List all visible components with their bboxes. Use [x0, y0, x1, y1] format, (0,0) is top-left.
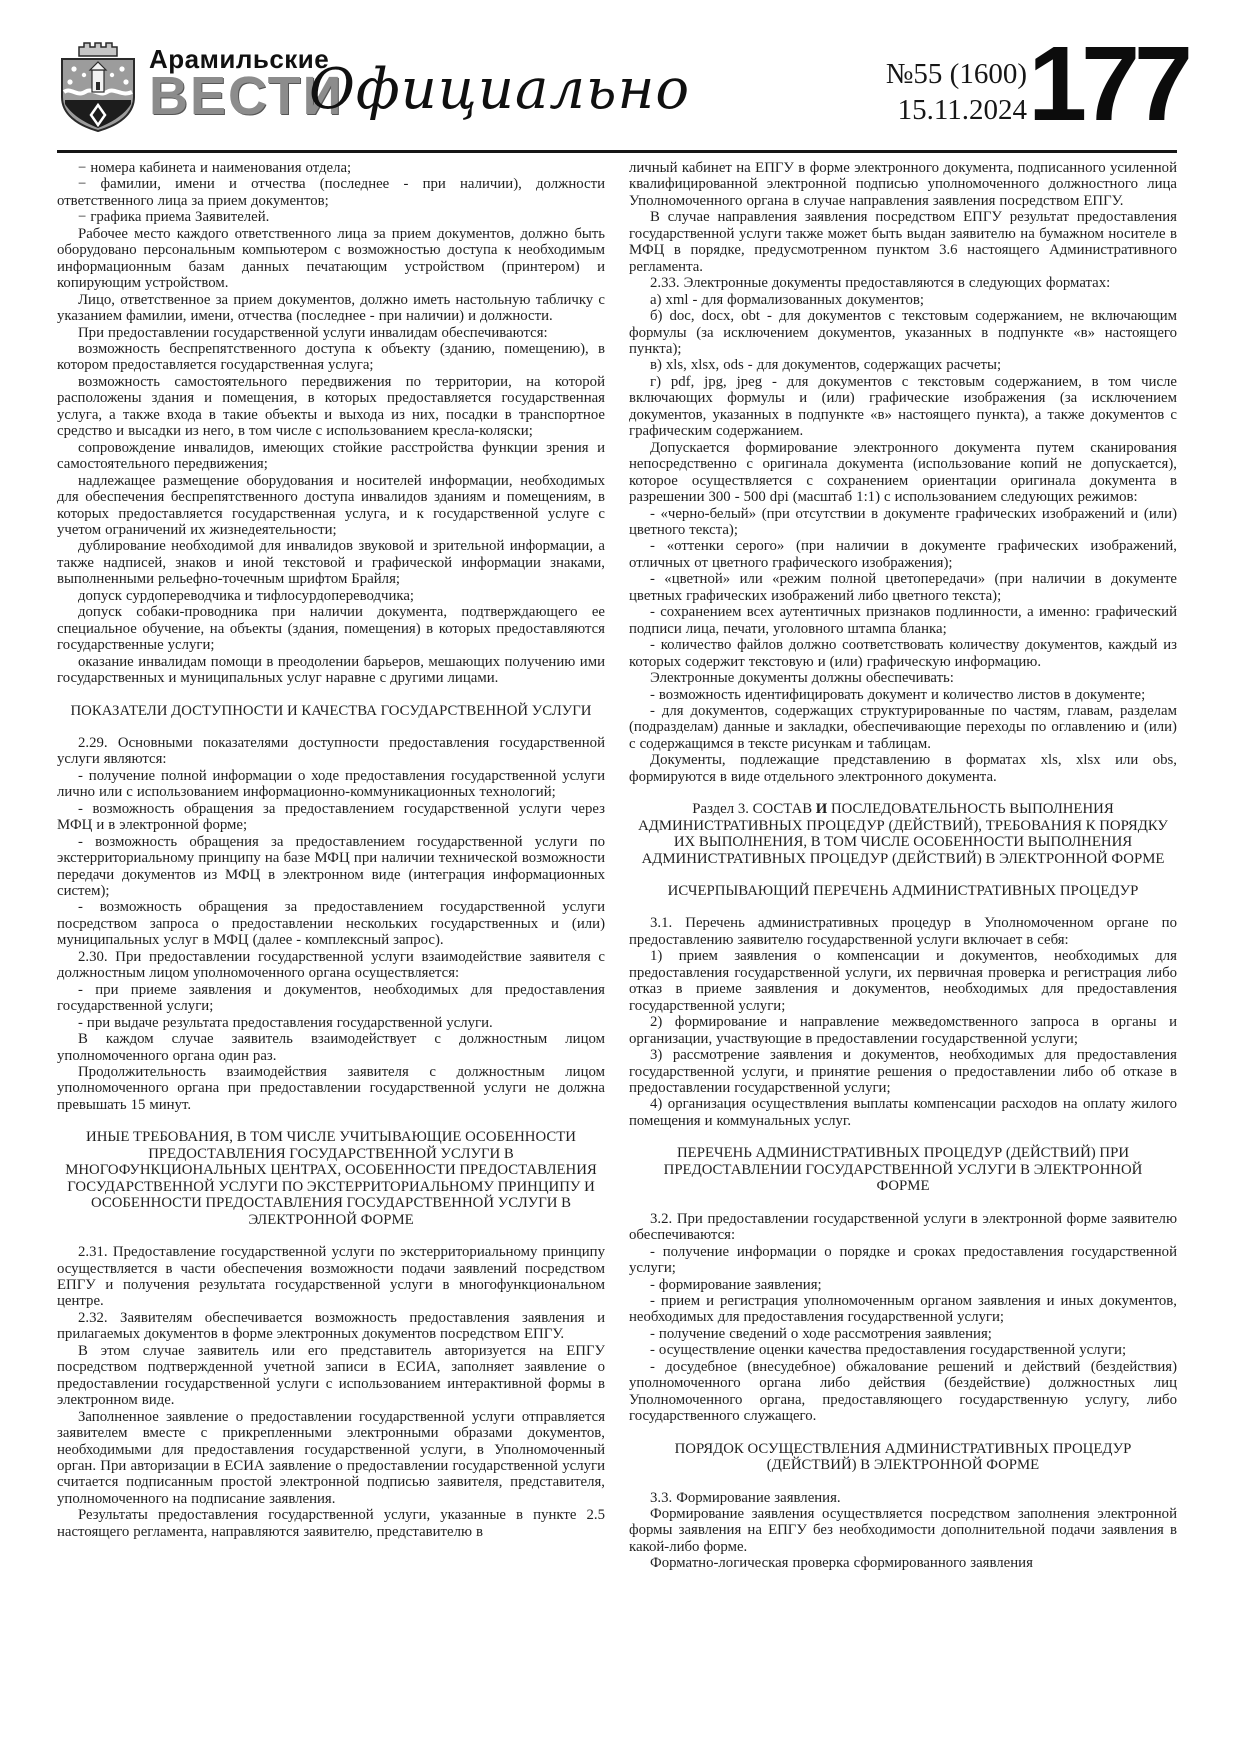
paragraph: − номера кабинета и наименования отдела;	[78, 160, 352, 176]
paragraph: допуск сурдопереводчика и тифлосурдопереводчика;	[78, 587, 415, 604]
paragraph: 2.31. Предоставление государственной услуги по экстерриториальному принципу осуществляется в части обеспечения возможности подачи заявлений посредством ЕПГУ и получения результата государственной услуги в многофункциональном центре.	[57, 1244, 605, 1310]
paragraph: б) doc, docx, obt - для документов с текстовым содержанием, не включающим формулы (за исключением документов, указанных в подпункте «в» настоящего пункта);	[629, 308, 1177, 357]
paragraph: Продолжительность взаимодействия заявителя с должностным лицом уполномоченного органа при предоставлении государственной услуги не должна превышать 15 минут.	[57, 1064, 605, 1113]
paragraph: Заполненное заявление о предоставлении государственной услуги отправляется заявителем вместе с прикрепленными электронными образами документов, необходимыми для предоставления государственной услуги, в Уполномоченный орган. При авторизации в ЕСИА заявление о предоставлении государственной услуги считается подписанным простой электронной подписью заявителя, представителя, уполномоченного на подписание заявления.	[57, 1408, 605, 1507]
paragraph: личный кабинет на ЕПГУ в форме электронного документа, подписанного усиленной квалифицированной электронной подписью уполномоченного должностного лица Уполномоченного органа в случае направления заявления посредством ЕПГУ.	[629, 160, 1177, 209]
paragraph: 3.3. Формирование заявления.	[650, 1489, 841, 1506]
aramil-coat-of-arms-icon	[57, 42, 139, 134]
heading-segment: Раздел 3. СОСТАВ	[692, 801, 816, 818]
paragraph: При предоставлении государственной услуги инвалидам обеспечиваются:	[78, 324, 548, 341]
column-right	[629, 160, 1177, 1572]
paragraph: Документы, подлежащие представлению в форматах xls, xlsx или obs, формируются в виде отдельного электронного документа.	[629, 752, 1177, 785]
section-heading: ИСЧЕРПЫВАЮЩИЙ ПЕРЕЧЕНЬ АДМИНИСТРАТИВНЫХ ПРОЦЕДУР	[667, 883, 1139, 900]
paragraph: 2.30. При предоставлении государственной услуги взаимодействие заявителя с должностным лицом уполномоченного органа осуществляется:	[57, 948, 605, 982]
paragraph: В каждом случае заявитель взаимодействует с должностным лицом уполномоченного органа один раз.	[57, 1031, 605, 1064]
section-heading	[637, 801, 1169, 867]
paragraph: 4) организация осуществления выплаты компенсации расходов на оплату жилого помещения и коммунальных услуг.	[629, 1096, 1177, 1129]
paragraph: - при выдаче результата предоставления государственной услуги.	[78, 1014, 493, 1031]
paragraph: - «цветной» или «режим полной цветопередачи» (при наличии в документе цветных графических изображений либо цветного текста);	[629, 571, 1177, 604]
paragraph: - формирование заявления;	[650, 1276, 822, 1293]
paragraph: - при приеме заявления и документов, необходимых для предоставления государственной услуги;	[57, 981, 605, 1015]
column-left	[57, 160, 605, 1572]
paragraph: Формирование заявления осуществляется посредством заполнения электронной формы заявления на ЕПГУ без необходимости дополнительной подачи заявления в какой-либо форме.	[629, 1505, 1177, 1555]
paragraph: 2.32. Заявителям обеспечивается возможность предоставления заявления и прилагаемых документов в форме электронных документов посредством ЕПГУ.	[57, 1309, 605, 1343]
paragraph: - «черно-белый» (при отсутствии в документе графических изображений и (или) цветного текста);	[629, 505, 1177, 538]
paragraph: 2.33. Электронные документы предоставляются в следующих форматах:	[650, 275, 1111, 292]
issue-info	[886, 56, 1027, 128]
paragraph: - «оттенки серого» (при наличии в документе графических изображений, отличных от цветного графического изображения);	[629, 538, 1177, 571]
heading-bold-segment: И	[815, 801, 828, 818]
paragraph: - возможность обращения за предоставлением государственной услуги посредством запроса о предоставлении нескольких государственных и (или) муниципальных услуг в МФЦ (далее - комплексный запрос).	[57, 899, 605, 949]
paragraph: - возможность обращения за предоставлением государственной услуги через МФЦ и в электронной форме;	[57, 800, 605, 834]
paragraph: - осуществление оценки качества предоставления государственной услуги;	[650, 1342, 1127, 1359]
brand-top-label: Арамильские	[149, 44, 330, 74]
section-heading: ПЕРЕЧЕНЬ АДМИНИСТРАТИВНЫХ ПРОЦЕДУР (ДЕЙСТВИЙ) ПРИ ПРЕДОСТАВЛЕНИИ ГОСУДАРСТВЕННОЙ УСЛУГИ В ЭЛЕКТРОННОЙ ФОРМЕ	[663, 1145, 1143, 1195]
paragraph: г) pdf, jpg, jpeg - для документов с текстовым содержанием, в том числе включающих формулы и (или) графические изображения (за исключением документов, указанных в подпункте «в» настоящего пункта), а также документов с графическим содержанием.	[629, 373, 1177, 440]
section-title: Официально	[309, 57, 691, 122]
paragraph: Электронные документы должны обеспечивать:	[650, 670, 954, 687]
paragraph: 2.29. Основными показателями доступности предоставления государственной услуги являются:	[57, 734, 605, 768]
paragraph: Форматно-логическая проверка сформированного заявления	[650, 1555, 1033, 1572]
paragraph: − фамилии, имени и отчества (последнее - при наличии), должности ответственного лица за прием документов;	[57, 176, 605, 209]
paragraph: сопровождение инвалидов, имеющих стойкие расстройства функции зрения и самостоятельного передвижения;	[57, 439, 605, 473]
paragraph: - количество файлов должно соответствовать количеству документов, каждый из которых содержит текстовую и (или) графическую информацию.	[629, 637, 1177, 670]
paragraph: - получение сведений о ходе рассмотрения заявления;	[650, 1325, 992, 1342]
paragraph: Рабочее место каждого ответственного лица за прием документов, должно быть оборудовано персональным компьютером с возможностью доступа к необходимым информационным базам данных печатающим устройством (принтером) и копирующим устройством.	[57, 225, 605, 292]
header-divider	[57, 150, 1177, 153]
paragraph: 1) прием заявления о компенсации и документов, необходимых для предоставления государственной услуги, их первичная проверка и регистрация либо отказ в приеме заявления и документов, необходимых для предоставления государственной услуги;	[629, 948, 1177, 1014]
section-heading: ПОРЯДОК ОСУЩЕСТВЛЕНИЯ АДМИНИСТРАТИВНЫХ ПРОЦЕДУР (ДЕЙСТВИЙ) В ЭЛЕКТРОННОЙ ФОРМЕ	[674, 1440, 1132, 1474]
paragraph: возможность самостоятельного передвижения по территории, на которой расположены здания и помещения, в которых предоставляется государственная услуга, а также входа в такие объекты и выхода из них, посадки в транспортное средство и высадки из него, в том числе с использованием кресла-коляски;	[57, 373, 605, 440]
paragraph: Допускается формирование электронного документа путем сканирования непосредственно с оригинала документа (использование копий не допускается), которое осуществляется с сохранением ориентации оригинала документа в разрешении 300 - 500 dpi (масштаб 1:1) с использованием следующих режимов:	[629, 439, 1177, 506]
paragraph: надлежащее размещение оборудования и носителей информации, необходимых для обеспечения беспрепятственного доступа инвалидов зданиям и помещениям, в которых предоставляется государственная услуга, и к государственной услуге с учетом ограничений их жизнедеятельности;	[57, 472, 605, 538]
paragraph: Результаты предоставления государственной услуги, указанные в пункте 2.5 настоящего регламента, направляются заявителю, представителю в	[57, 1507, 605, 1540]
page-number: 177	[1028, 25, 1187, 143]
paragraph: а) xml - для формализованных документов;	[650, 291, 924, 308]
paragraph: возможность беспрепятственного доступа к объекту (зданию, помещению), в котором предоставляется государственная услуга;	[57, 340, 605, 374]
paragraph: - возможность обращения за предоставлением государственной услуги по экстерриториальному принципу на базе МФЦ при наличии технической возможности передачи документов из МФЦ в электронном виде (интеграция информационных систем);	[57, 833, 605, 900]
paragraph: В случае направления заявления посредством ЕПГУ результат предоставления государственной услуги также может быть выдан заявителю на бумажном носителе в МФЦ в порядке, предусмотренном пунктом 3.6 настоящего Административного регламента.	[629, 209, 1177, 275]
paragraph: - возможность идентифицировать документ и количество листов в документе;	[650, 686, 1146, 703]
paragraph: - для документов, содержащих структурированные по частям, главам, разделам (подразделам) данные и закладки, обеспечивающие переходы по оглавлению и (или) с содержащимся в тексте рисункам и таблицам.	[629, 702, 1177, 752]
issue-date: 15.11.2024	[897, 94, 1027, 126]
paragraph: допуск собаки-проводника при наличии документа, подтверждающего ее специальное обучение, на объекты (здания, помещения) в которых предоставляются государственные услуги;	[57, 604, 605, 654]
section-heading: ИНЫЕ ТРЕБОВАНИЯ, В ТОМ ЧИСЛЕ УЧИТЫВАЮЩИЕ ОСОБЕННОСТИ ПРЕДОСТАВЛЕНИЯ ГОСУДАРСТВЕННОЙ УСЛУГИ В МНОГОФУНКЦИОНАЛЬНЫХ ЦЕНТРАХ, ОСОБЕННОСТИ ПРЕДОСТАВЛЕНИЯ ГОСУДАРСТВЕННОЙ УСЛУГИ ПО ЭКСТЕРРИТОРИАЛЬНОМУ ПРИНЦИПУ И ОСОБЕННОСТИ ПРЕДОСТАВЛЕНИЯ ГОСУДАРСТВЕННОЙ УСЛУГИ В ЭЛЕКТРОННОЙ ФОРМЕ	[65, 1129, 597, 1228]
paragraph: − графика приема Заявителей.	[78, 209, 270, 226]
paragraph: - прием и регистрация уполномоченным органом заявления и иных документов, необходимых для предоставления государственной услуги;	[629, 1293, 1177, 1326]
paragraph: дублирование необходимой для инвалидов звуковой и зрительной информации, а также надписей, знаков и иной текстовой и графической информации знаками, выполненными рельефно-точечным шрифтом Брайля;	[57, 538, 605, 588]
section-heading: ПОКАЗАТЕЛИ ДОСТУПНОСТИ И КАЧЕСТВА ГОСУДАРСТВЕННОЙ УСЛУГИ	[70, 702, 592, 719]
paragraph: Лицо, ответственное за прием документов, должно иметь настольную табличку с указанием фамилии, имени, отчества (последнее - при наличии) и должности.	[57, 291, 605, 325]
paragraph: 3.1. Перечень административных процедур в Уполномоченном органе по предоставлению заявителю государственной услуги включает в себя:	[629, 915, 1177, 948]
paragraph: 3) рассмотрение заявления и документов, необходимых для предоставления государственной услуги, и принятие решения о предоставлении либо об отказе в предоставлении государственной услуги;	[629, 1047, 1177, 1097]
paragraph: 2) формирование и направление межведомственного запроса в органы и организации, участвующие в предоставлении государственной услуги;	[629, 1014, 1177, 1047]
issue-number: №55 (1600)	[885, 58, 1027, 90]
paragraph: - сохранением всех аутентичных признаков подлинности, а именно: графический подписи лица, печати, уголовного штампа бланка;	[629, 604, 1177, 637]
paragraph: в) xls, xlsx, ods - для документов, содержащих расчеты;	[650, 357, 1002, 374]
paragraph: - досудебное (внесудебное) обжалование решений и действий (бездействия) уполномоченного органа либо действия (бездействие) должностных лиц Уполномоченного органа, предоставляющего государственную услугу, либо государственного служащего.	[629, 1358, 1177, 1425]
paragraph: - получение полной информации о ходе предоставления государственной услуги лично или с использованием информационно-коммуникационных технологий;	[57, 767, 605, 801]
heading-segment: ПОСЛЕДОВАТЕЛЬНОСТЬ ВЫПОЛНЕНИЯ АДМИНИСТРАТИВНЫХ ПРОЦЕДУР (ДЕЙСТВИЙ), ТРЕБОВАНИЯ К ПОРЯДКУ ИХ ВЫПОЛНЕНИЯ, В ТОМ ЧИСЛЕ ОСОБЕННОСТИ ВЫПОЛНЕНИЯ АДМИНИСТРАТИВНЫХ ПРОЦЕДУР (ДЕЙСТВИЙ) В ЭЛЕКТРОННОЙ ФОРМЕ	[638, 801, 1168, 867]
brand-main-label: ВЕСТИ	[149, 66, 344, 126]
paragraph: - получение информации о порядке и сроках предоставления государственной услуги;	[629, 1243, 1177, 1277]
article-columns	[57, 160, 1177, 1572]
paragraph: 3.2. При предоставлении государственной услуги в электронной форме заявителю обеспечиваются:	[629, 1210, 1177, 1244]
paragraph: оказание инвалидам помощи в преодолении барьеров, мешающих получению ими государственных и муниципальных услуг наравне с другими лицами.	[57, 653, 605, 687]
masthead	[57, 25, 1187, 150]
paragraph: В этом случае заявитель или его представитель авторизуется на ЕПГУ посредством подтвержденной учетной записи в ЕСИА, заполняет заявление о предоставлении государственной услуги с использованием интерактивной формы в электронном виде.	[57, 1342, 605, 1409]
